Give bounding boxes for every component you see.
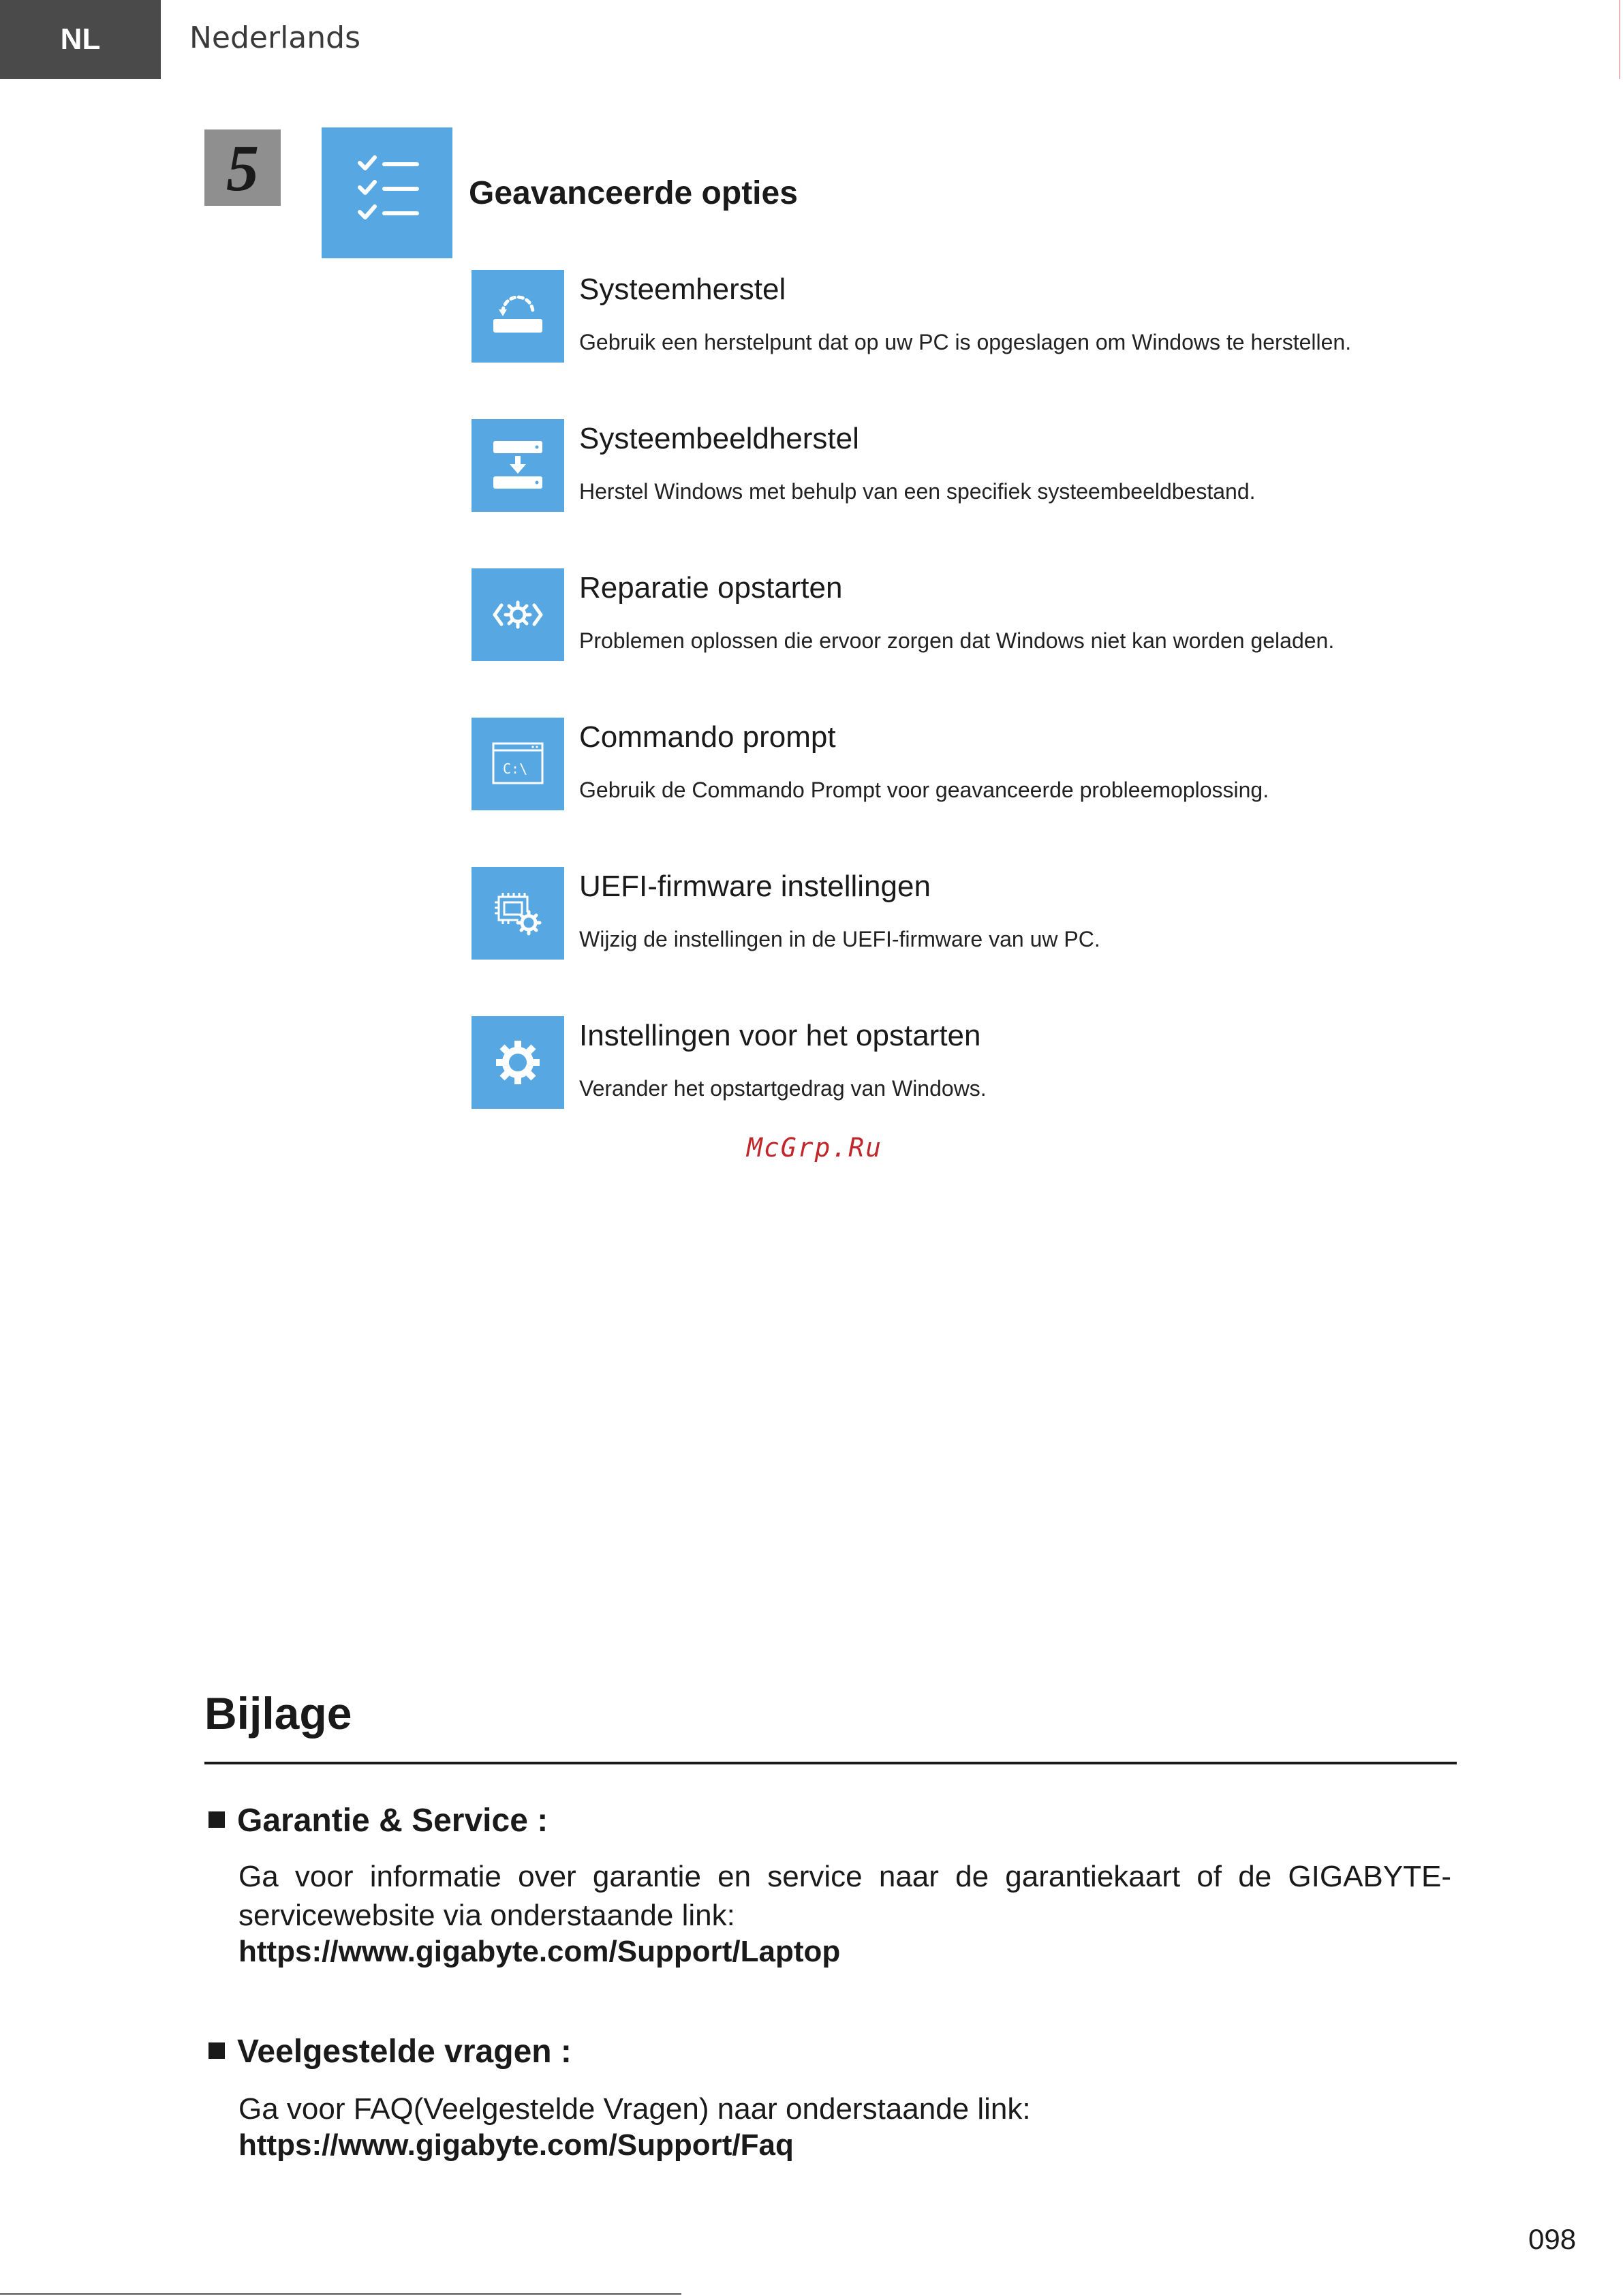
appendix-divider (204, 1762, 1457, 1764)
bullet-square-icon (208, 1811, 225, 1828)
option-command-prompt[interactable] (472, 718, 1459, 813)
option-title: UEFI-firmware instellingen (579, 870, 931, 903)
system-restore-icon (472, 270, 564, 363)
option-description: Wijzig de instellingen in de UEFI-firmware van uw PC. (579, 927, 1100, 951)
bullet-square-icon (208, 2042, 225, 2059)
warranty-text: Ga voor informatie over garantie en service naar de garantiekaart of de GIGABYTE-servicewebsite via onderstaande link: (238, 1860, 1451, 1932)
faq-heading: Veelgestelde vragen : (208, 2033, 572, 2070)
option-description: Verander het opstartgedrag van Windows. (579, 1076, 987, 1101)
option-uefi-firmware[interactable] (472, 867, 1459, 962)
step-number: 5 (204, 129, 281, 206)
startup-repair-icon (472, 568, 564, 661)
page-edge-line (1619, 0, 1620, 79)
checklist-icon (322, 127, 452, 258)
bottom-divider (0, 2293, 681, 2295)
option-title: Commando prompt (579, 720, 836, 754)
option-title: Systeemherstel (579, 273, 786, 306)
option-description: Problemen oplossen die ervoor zorgen dat Windows niet kan worden geladen. (579, 628, 1335, 653)
option-description: Gebruik de Commando Prompt voor geavanceerde probleemoplossing. (579, 778, 1269, 802)
page-number: 098 (1528, 2223, 1577, 2255)
startup-settings-gear-icon (472, 1016, 564, 1109)
option-title: Instellingen voor het opstarten (579, 1019, 981, 1052)
warranty-heading: Garantie & Service : (208, 1802, 548, 1839)
warranty-link[interactable]: https://www.gigabyte.com/Support/Laptop (238, 1935, 841, 1968)
option-system-restore[interactable] (472, 270, 1459, 365)
option-startup-settings[interactable] (472, 1016, 1459, 1112)
option-startup-repair[interactable] (472, 568, 1459, 664)
faq-text: Ga voor FAQ(Veelgestelde Vragen) naar onderstaande link: (238, 2092, 1031, 2126)
watermark: McGrp.Ru (747, 1133, 883, 1163)
option-description: Gebruik een herstelpunt dat op uw PC is opgeslagen om Windows te herstellen. (579, 330, 1352, 354)
option-description: Herstel Windows met behulp van een specifiek systeembeeldbestand. (579, 479, 1256, 504)
command-prompt-icon (472, 718, 564, 810)
step-title: Geavanceerde opties (469, 175, 798, 211)
appendix-title: Bijlage (204, 1688, 352, 1739)
command-prompt-icon-text: C:\ (503, 761, 528, 777)
language-name: Nederlands (189, 20, 361, 55)
language-tab: NL (0, 0, 161, 79)
system-image-recovery-icon (472, 419, 564, 512)
option-title: Reparatie opstarten (579, 571, 843, 604)
faq-link[interactable]: https://www.gigabyte.com/Support/Faq (238, 2128, 794, 2162)
uefi-firmware-icon (472, 867, 564, 960)
option-system-image-recovery[interactable] (472, 419, 1459, 515)
option-title: Systeembeeldherstel (579, 422, 859, 455)
